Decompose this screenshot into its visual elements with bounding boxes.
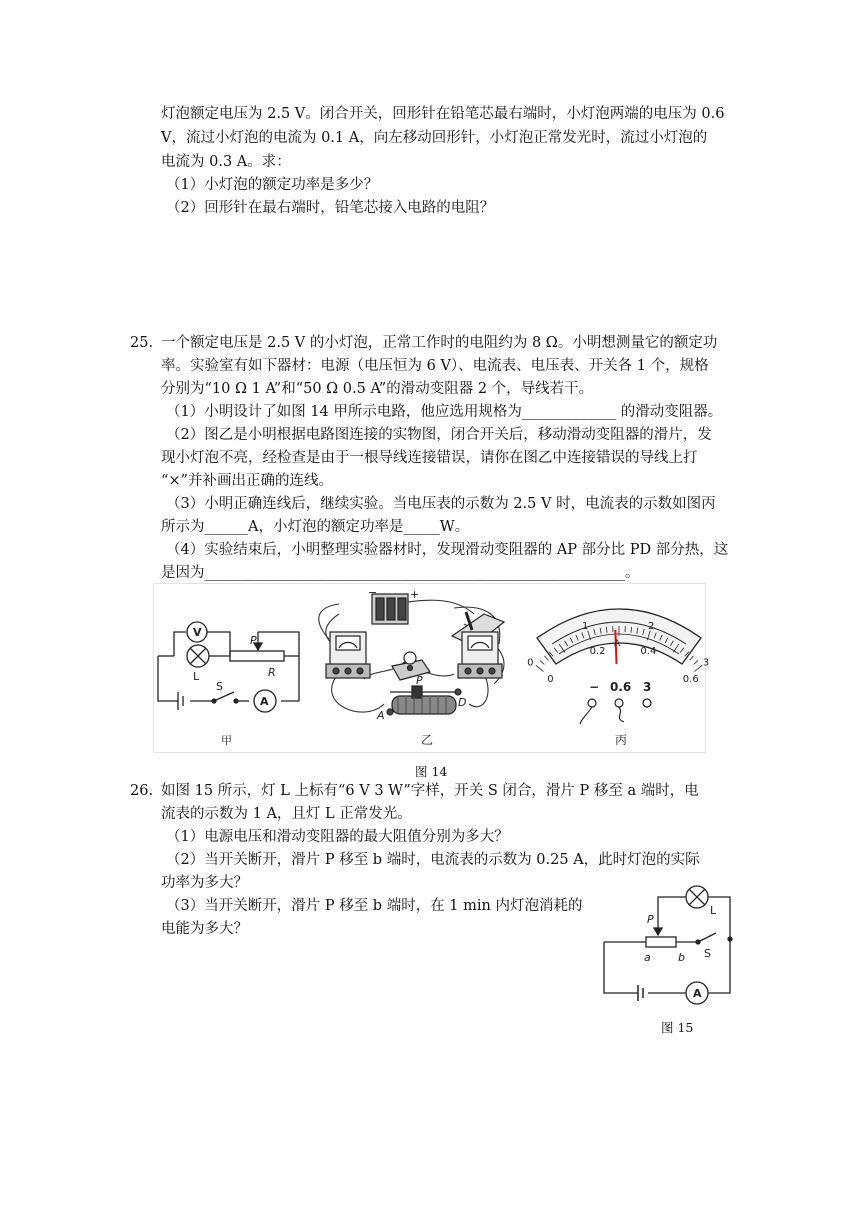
- terminal-3: [643, 699, 651, 707]
- terminal-a-label: a: [644, 951, 651, 964]
- bulb-holder: [392, 652, 430, 680]
- q26-line: 如图 15 所示，灯 L 上标有“6 V 3 W”字样，开关 S 闭合，滑片 P 移至 a 端时，电: [161, 783, 699, 799]
- q25-line: 率。实验室有如下器材：电源（电压恒为 6 V）、电流表、电压表、开关各 1 个，规格: [161, 358, 709, 374]
- dial-tick: [536, 665, 544, 671]
- terminal-b-label: b: [678, 951, 685, 964]
- q25-line: 一个额定电压是 2.5 V 的小灯泡，正常工作时的电阻约为 8 Ω。小明想测量它的额定功: [161, 335, 718, 351]
- voltmeter-label: V: [193, 626, 202, 639]
- q25-line: 是因为__________________________________________________________。: [161, 565, 640, 581]
- q26-line: 流表的示数为 1 A，且灯 L 正常发光。: [161, 806, 412, 822]
- slider-label: P: [250, 634, 257, 647]
- q24-line: 灯泡额定电压为 2.5 V。闭合开关，回形针在铅笔芯最右端时，小灯泡两端的电压为 0.6: [161, 106, 725, 122]
- terminal-minus: [588, 699, 596, 707]
- q26-line: 功率为多大？: [161, 875, 248, 891]
- rheostat-label: R: [268, 666, 276, 679]
- ammeter-device: [458, 632, 502, 678]
- q24-line: V，流过小灯泡的电流为 0.1 A，向左移动回形针，小灯泡正常发光时，流过小灯泡的: [161, 130, 708, 146]
- dial-scale-top-label: 1: [582, 620, 589, 632]
- q26-line: 电能为多大？: [161, 921, 248, 937]
- q26-sub-question: （1）电源电压和滑动变阻器的最大阻值分别为多大？: [166, 829, 509, 845]
- dial-tick: [695, 665, 703, 671]
- rheostat-symbol: [646, 937, 676, 947]
- question-number: 25.: [130, 335, 154, 351]
- wiring-diagram-yi: [319, 586, 504, 747]
- terminal-0-6: [615, 699, 623, 707]
- circuit-diagram-jia: [158, 622, 299, 712]
- ammeter-label: A: [260, 695, 269, 708]
- figure-14: [153, 583, 710, 753]
- dial-tick: [694, 660, 698, 664]
- rheostat-slider-label: P: [416, 674, 423, 687]
- dial-scale-top-label: 2: [647, 620, 655, 632]
- voltmeter-device: [326, 632, 370, 678]
- figure-15-drawing: [598, 885, 740, 1005]
- figure-label-yi: 乙: [421, 733, 434, 747]
- q24-sub-question: （2）回形针在最右端时，铅笔芯接入电路的电阻？: [166, 200, 495, 216]
- dial-scale-top-label: 3: [702, 657, 710, 669]
- q25-sub-question: （3）小明正确连线后，继续实验。当电压表的示数为 2.5 V 时，电流表的示数如图丙: [166, 496, 716, 512]
- q25-line: “×”并补画出正确的连线。: [161, 473, 333, 489]
- dial-tick: [540, 660, 544, 664]
- figure-label-bing: 丙: [615, 733, 628, 747]
- terminal-minus-label: −: [589, 680, 600, 694]
- dial-scale-bottom-label: 0.4: [640, 645, 657, 657]
- dial-scale-top-label: 0: [527, 657, 534, 669]
- battery-minus-label: −: [368, 586, 378, 599]
- battery-pack: [372, 594, 408, 624]
- slide-rheostat: [387, 686, 461, 715]
- dial-tick: [689, 656, 693, 660]
- rheostat-terminal-a: A: [377, 709, 385, 722]
- battery-plus-label: +: [410, 588, 420, 601]
- ammeter-dial-bing: [527, 609, 709, 747]
- battery-symbol: [178, 692, 183, 710]
- figure-label-jia: 甲: [221, 734, 232, 747]
- dial-scale-bottom-label: 0.2: [589, 645, 606, 657]
- question-number: 26.: [130, 783, 154, 799]
- ammeter-label: A: [693, 987, 702, 1000]
- figure-15-caption: 图 15: [661, 1020, 694, 1035]
- q25-sub-question: （1）小明设计了如图 14 甲所示电路，他应选用规格为_____________ 的滑动变阻器。: [166, 404, 723, 420]
- q25-line: 分别为“10 Ω 1 A”和“50 Ω 0.5 A”的滑动变阻器 2 个，导线若干。: [161, 381, 594, 397]
- slider-label: P: [647, 913, 654, 926]
- rheostat-symbol: [230, 651, 284, 661]
- terminal-3-label: 3: [643, 680, 652, 694]
- q24-sub-question: （1）小灯泡的额定功率是多少？: [166, 177, 379, 193]
- lamp-label: L: [710, 904, 717, 917]
- switch-label: S: [216, 680, 223, 693]
- q25-sub-question: （4）实验结束后，小明整理实验器材时，发现滑动变阻器的 AP 部分比 PD 部分热，这: [166, 542, 729, 558]
- q26-sub-question: （2）当开关断开，滑片 P 移至 b 端时，电流表的示数为 0.25 A，此时灯泡的实际: [166, 852, 700, 868]
- dial-tick: [544, 656, 548, 660]
- figure-15: [598, 885, 740, 1005]
- q25-sub-question: （2）图乙是小明根据电路图连接的实物图，闭合开关后，移动滑动变阻器的滑片，发: [166, 427, 712, 443]
- dial-scale-bottom-label: 0: [547, 673, 554, 685]
- switch-symbol: [700, 933, 716, 941]
- q25-line: 所示为______A，小灯泡的额定功率是_____W。: [161, 519, 470, 535]
- figure-14-drawing: [154, 584, 710, 752]
- lamp-label: L: [193, 670, 200, 683]
- q26-sub-question: （3）当开关断开，滑片 P 移至 b 端时，在 1 min 内灯泡消耗的: [166, 898, 583, 914]
- q24-line: 电流为 0.3 A。求：: [161, 154, 291, 170]
- switch-label: S: [704, 947, 711, 960]
- terminal-0-6-label: 0.6: [610, 680, 632, 694]
- figure-14-caption: 图 14: [415, 764, 448, 779]
- switch-symbol: [216, 692, 234, 700]
- q25-line: 现小灯泡不亮，经检查是由于一根导线连接错误，请你在图乙中连接错误的导线上打: [161, 450, 698, 466]
- dial-scale-bottom-label: 0.6: [682, 673, 699, 685]
- dial-unit: A: [614, 639, 621, 649]
- rheostat-terminal-d: D: [458, 696, 467, 709]
- battery-symbol: [638, 985, 643, 1001]
